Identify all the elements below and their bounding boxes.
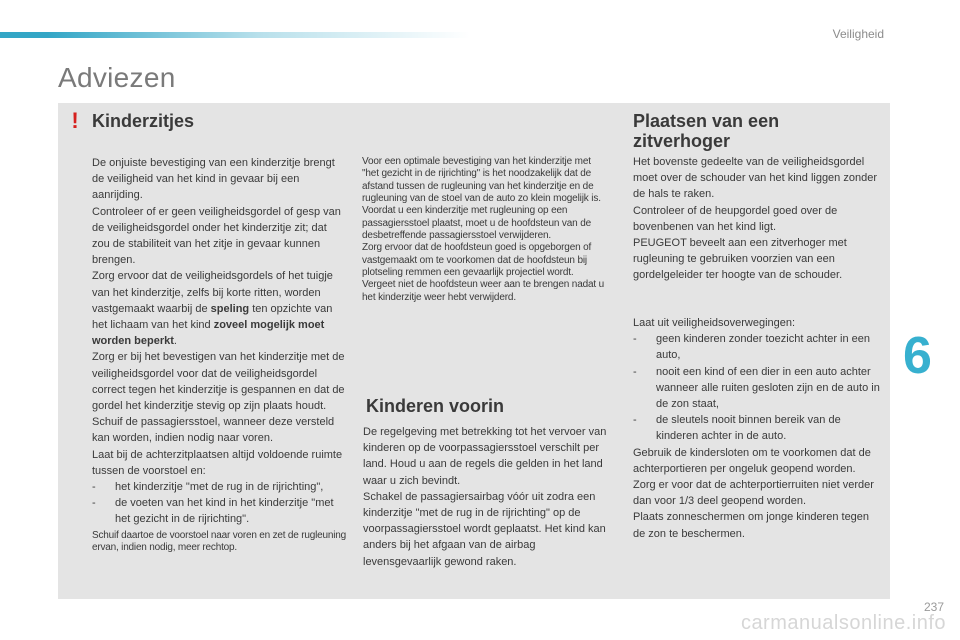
- paragraph: Controleer of de heupgordel goed over de bovenbenen van het kind ligt.: [633, 204, 838, 233]
- paragraph: Laat uit veiligheidsoverwegingen:: [633, 317, 796, 329]
- list-item: - geen kinderen zonder toezicht achter in een auto,: [633, 333, 871, 362]
- paragraph: Gebruik de kindersloten om te voorkomen dat de achterportieren per ongeluk geopend worden.: [633, 446, 871, 475]
- paragraph: De onjuiste bevestiging van een kinderzitje brengt de veiligheid van het kind in gevaar bij een aanrijding.: [92, 157, 335, 202]
- paragraph: De regelgeving met betrekking tot het vervoer van kinderen op de voorpassagiersstoel verschilt per land. Houd u aan de regels die gelden in het land waar u zich bevindt.: [363, 426, 607, 487]
- page-title: Adviezen: [58, 62, 176, 93]
- watermark: carmanualsonline.info: [740, 612, 946, 634]
- chapter-number: 6: [903, 327, 932, 385]
- list-item: - de voeten van het kind in het kinderzitje "met het gezicht in de rijrichting".: [92, 497, 334, 526]
- paragraph: Vergeet niet de hoofdsteun weer aan te brengen nadat u het kinderzitje weer hebt verwijderd.: [362, 279, 605, 303]
- veiligheid-list: [633, 331, 881, 444]
- zitverhoger-text: [633, 154, 881, 284]
- kinderzitjes-heading: Kinderzitjes: [92, 111, 195, 131]
- kinderzitjes-column-2: [362, 156, 608, 304]
- paragraph: Laat bij de achterzitplaatsen altijd voldoende ruimte tussen de voorstoel en:: [92, 448, 343, 477]
- paragraph: Zorg er bij het bevestigen van het kinderzitje met de veiligheidsgordel voor dat de veiligheidsgordel correct tegen het kinderzitje is gespannen en dat de gordel het kinderzitje stevig op zijn plaats houdt. Schuif de passagiersstoel, wanneer deze versteld kan worden, indien nodig naar voren.: [92, 351, 345, 445]
- kinderen-voorin-heading: Kinderen voorin: [366, 396, 505, 416]
- veiligheid-text: [633, 315, 881, 542]
- spacing-list: [92, 479, 346, 528]
- list-item: - nooit een kind of een dier in een auto achter wanneer alle ruiten gesloten zijn en de auto in de zon staat,: [633, 365, 880, 411]
- paragraph: Zorg ervoor dat de veiligheidsgordels of het tuigje van het kinderzitje, zelfs bij korte ritten, worden vastgemaakt waarbij de speling ten opzichte van het lichaam van het kind zoveel mogelijk moet worden beperkt.: [92, 270, 333, 348]
- zitverhoger-heading: Plaatsen van een zitverhoger: [633, 111, 780, 151]
- kinderen-voorin-text: [363, 424, 613, 570]
- paragraph: Voordat u een kinderzitje met rugleuning op een passagiersstoel plaatst, moet u de hoofdsteun van de desbetreffende passagiersstoel verwijderen.: [362, 205, 592, 242]
- warning-icon: !: [71, 108, 79, 133]
- paragraph: Het bovenste gedeelte van de veiligheidsgordel moet over de schouder van het kind liggen zonder de hals te raken.: [633, 156, 877, 201]
- header-accent-bar: [0, 32, 470, 38]
- page-number: 237: [923, 600, 944, 614]
- paragraph: Plaats zonneschermen om jonge kinderen tegen de zon te beschermen.: [633, 511, 870, 540]
- paragraph: Controleer of er geen veiligheidsgordel of gesp van de veiligheidsgordel onder het kinderzitje zit; dat zou de stabiliteit van het zitje in gevaar kunnen brengen.: [92, 205, 341, 267]
- paragraph: Schuif daartoe de voorstoel naar voren en zet de rugleuning ervan, indien nodig, meer rechtop.: [92, 529, 346, 554]
- list-item: - het kinderzitje "met de rug in de rijrichting",: [92, 481, 324, 494]
- list-item: - de sleutels nooit binnen bereik van de kinderen achter in de auto.: [633, 414, 841, 443]
- paragraph: Voor een optimale bevestiging van het kinderzitje met "het gezicht in de rijrichting" is het noodzakelijk dat de afstand tussen de rugleuning van het kinderzitje en de rugleuning van de stoel van de auto zo klein mogelijk is.: [362, 156, 601, 205]
- section-label: Veiligheid: [832, 27, 884, 41]
- paragraph: Zorg ervoor dat de hoofdsteun goed is opgeborgen of vastgemaakt om te voorkomen dat de hoofdsteun bij plotseling remmen een gevaarlijk projectiel wordt.: [362, 242, 592, 279]
- paragraph: Zorg er voor dat de achterportierruiten niet verder dan voor 1/3 deel geopend worden.: [633, 479, 874, 508]
- kinderzitjes-column-1: [92, 155, 346, 554]
- paragraph: PEUGEOT beveelt aan een zitverhoger met rugleuning te gebruiken voorzien van een gordelgeleider ter hoogte van de schouder.: [633, 237, 847, 282]
- paragraph: Schakel de passagiersairbag vóór uit zodra een kinderzitje "met de rug in de rijrichting" op de voorpassagiersstoel wordt geplaatst. Het kind kan anders bij het afgaan van de airbag levensgevaarlijk gewond raken.: [363, 490, 606, 568]
